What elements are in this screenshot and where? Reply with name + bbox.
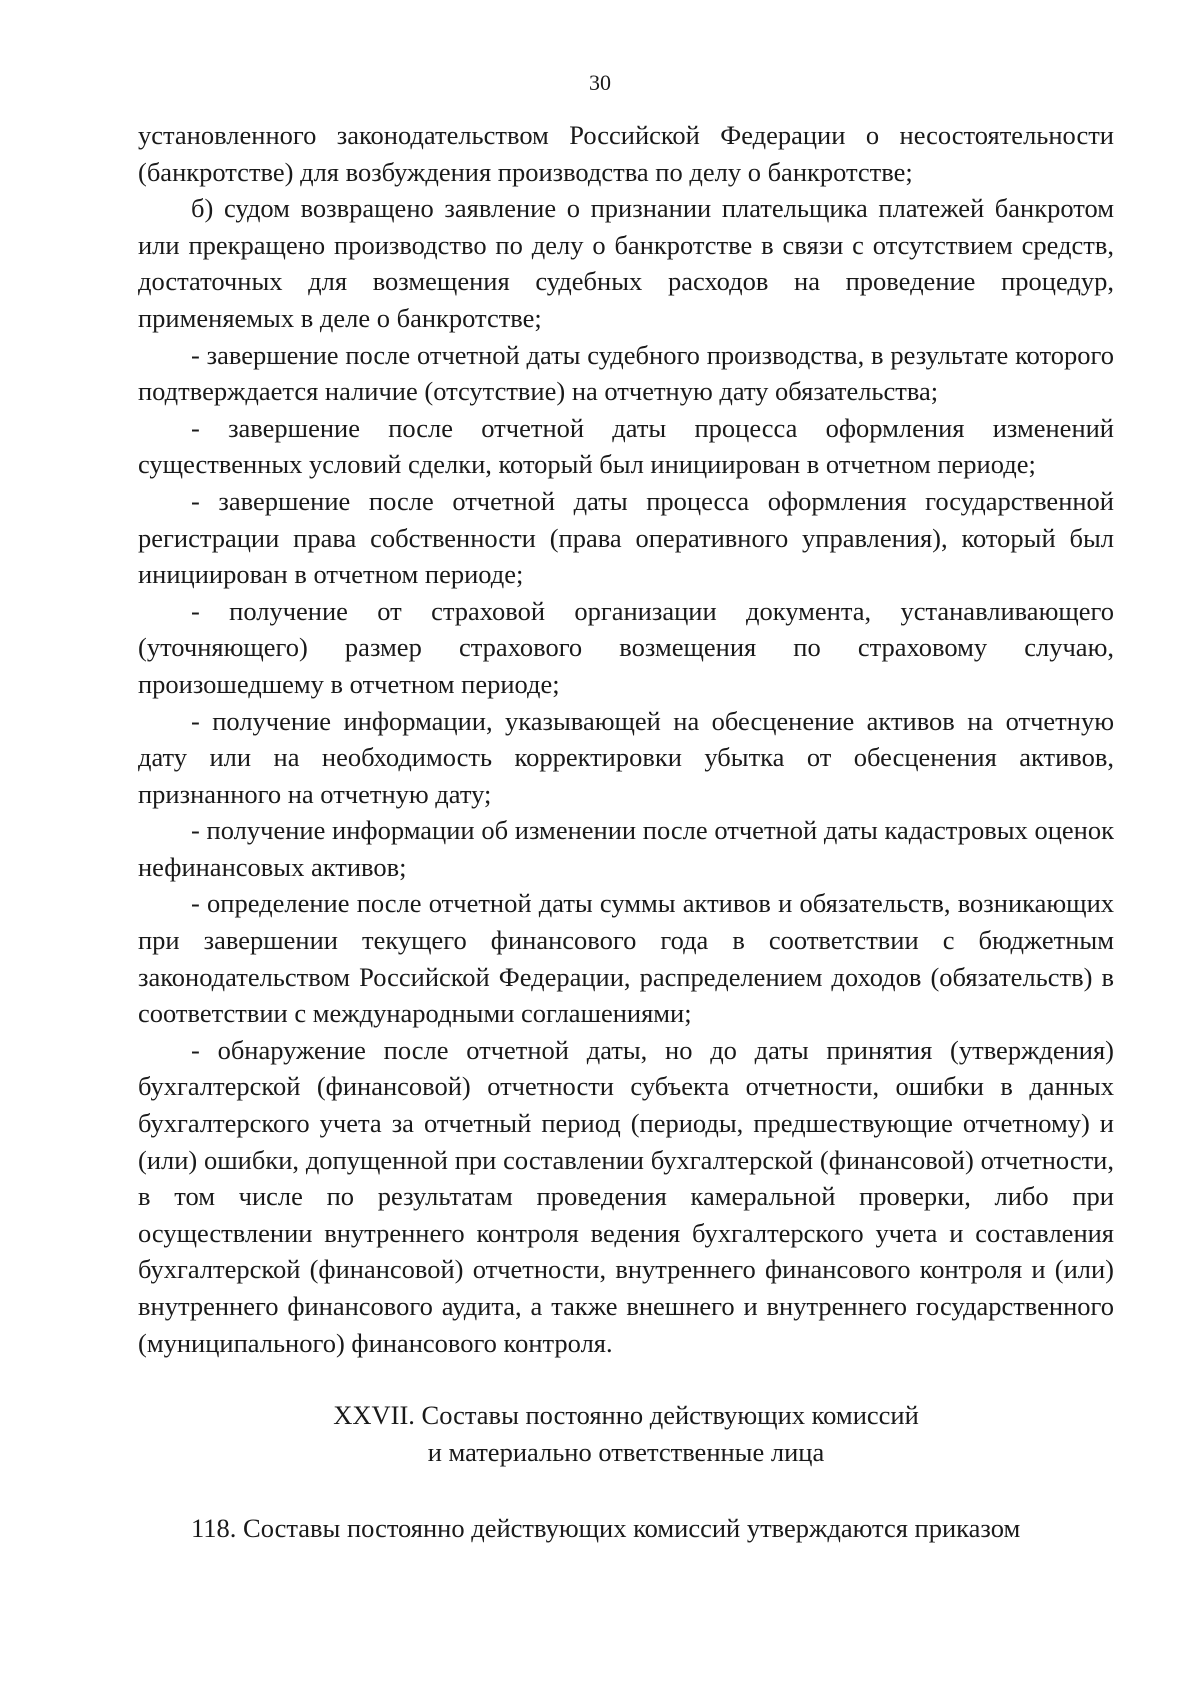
paragraph: - обнаружение после отчетной даты, но до даты принятия (утверждения) бухгалтерской (финансовой) отчетности субъекта отчетности, ошибки в данных бухгалтерского учета за отчетный период (периоды, предшествующие отчетному) и (или) ошибки, допущенной при составлении бухгалтерской (финансовой) отчетности, в том числе по результатам проведения камеральной проверки, либо при осуществлении внутреннего контроля ведения бухгалтерского учета и составления бухгалтерской (финансовой) отчетности, внутреннего финансового контроля и (или) внутреннего финансового аудита, а также внешнего и внутреннего государственного (муниципального) финансового контроля. xyxy=(138,1034,1114,1358)
paragraphs-after-heading xyxy=(138,1510,1114,1547)
section-heading-line-1: XXVII. Составы постоянно действующих комиссий xyxy=(333,1400,919,1431)
paragraph: - определение после отчетной даты суммы активов и обязательств, возникающих при завершении текущего финансового года в соответствии с бюджетным законодательством Российской Федерации, распределением доходов (обязательств) в соответствии с международными соглашениями; xyxy=(138,888,1114,1029)
paragraph: - завершение после отчетной даты процесса оформления изменений существенных условий сделки, который был инициирован в отчетном периоде; xyxy=(138,412,1114,480)
paragraph: 118. Составы постоянно действующих комиссий утверждаются приказом xyxy=(191,1513,1021,1544)
paragraph: - получение от страховой организации документа, устанавливающего (уточняющего) размер страхового возмещения по страховому случаю, произошедшему в отчетном периоде; xyxy=(138,595,1114,699)
paragraph: - завершение после отчетной даты судебного производства, в результате которого подтверждается наличие (отсутствие) на отчетную дату обязательства; xyxy=(138,339,1114,407)
paragraphs-before-heading xyxy=(138,117,1114,1361)
paragraph: - получение информации, указывающей на обесценение активов на отчетную дату или на необходимость корректировки убытка от обесценения активов, признанного на отчетную дату; xyxy=(138,705,1114,809)
paragraph: - завершение после отчетной даты процесса оформления государственной регистрации права собственности (права оперативного управления), который был инициирован в отчетном периоде; xyxy=(138,485,1114,590)
paragraph: - получение информации об изменении после отчетной даты кадастровых оценок нефинансовых активов; xyxy=(138,815,1114,882)
section-heading-line-2: и материально ответственные лица xyxy=(427,1436,825,1467)
paragraph: установленного законодательством Российской Федерации о несостоятельности (банкротстве) для возбуждения производства по делу о банкротстве; xyxy=(138,120,1114,187)
paragraph: б) судом возвращено заявление о признании плательщика платежей банкротом или прекращено производство по делу о банкротстве в связи с отсутствием средств, достаточных для возмещения судебных расходов на проведение процедур, применяемых в деле о банкротстве; xyxy=(138,193,1114,333)
section-heading xyxy=(138,1397,1114,1470)
page-number: 30 xyxy=(589,70,611,95)
document-body xyxy=(138,117,1114,1547)
